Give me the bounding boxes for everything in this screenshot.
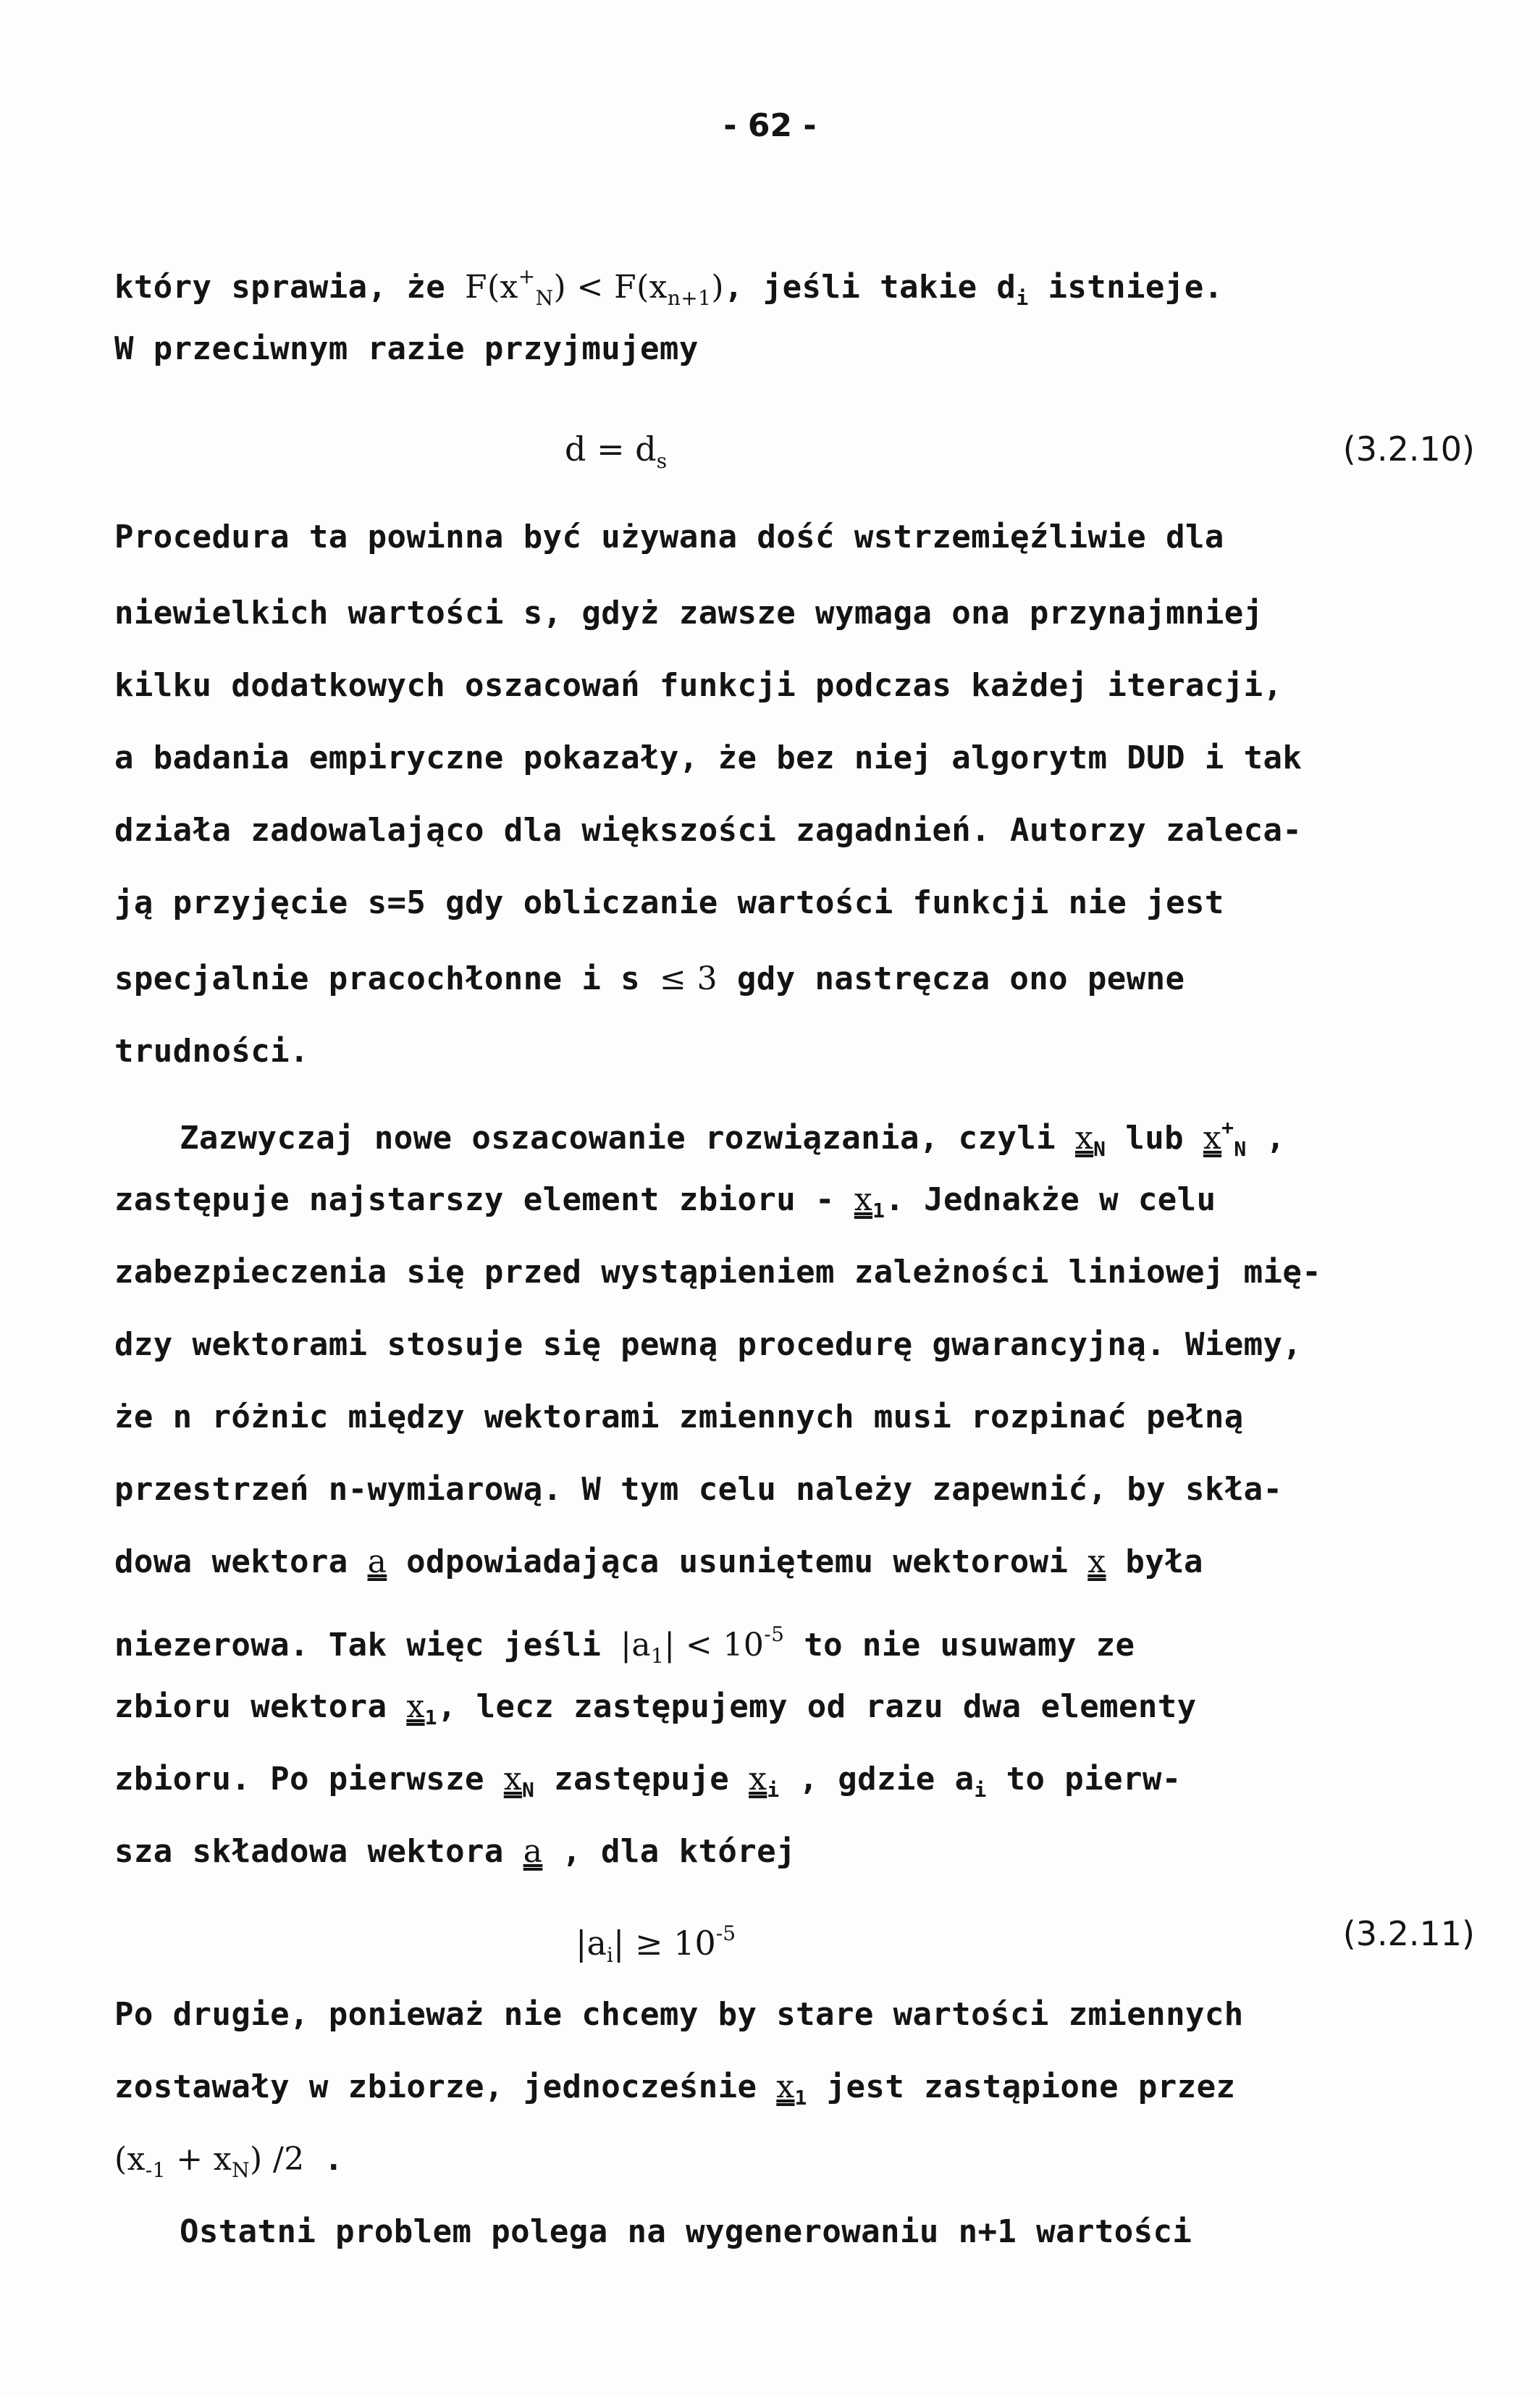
subscript: N — [1234, 1137, 1247, 1161]
text-line: że n różnic między wektorami zmiennych musi rozpinać pełną — [114, 1398, 1244, 1435]
text-fragment: lub — [1106, 1120, 1203, 1157]
equation-body: | ≥ 10 — [613, 1924, 716, 1963]
vector-symbol: x — [854, 1181, 873, 1218]
equation-number: (3.2.11) — [1342, 1914, 1475, 1953]
text-line: Procedura ta powinna być używana dość wstrzemięźliwie dla — [114, 519, 1224, 555]
math-fragment: ) < F(x — [553, 269, 668, 306]
text-line: Ostatni problem polega na wygenerowaniu n+1 wartości — [180, 2213, 1192, 2250]
math-fragment: F(x — [465, 269, 518, 306]
text-fragment: to nie usuwamy ze — [784, 1627, 1135, 1664]
text-fragment: zostawały w zbiorze, jednocześnie — [114, 2068, 777, 2105]
math-expression — [114, 2141, 305, 2182]
vector-symbol: x — [406, 1688, 425, 1725]
subscript: 1 — [651, 1644, 665, 1668]
text-line — [114, 255, 1490, 320]
text-fragment: , jeśli takie d — [723, 269, 1017, 306]
text-fragment: jest zastąpione przez — [807, 2068, 1236, 2105]
text-line — [114, 1613, 1490, 1678]
subscript: n+1 — [667, 286, 712, 310]
text-line: zabezpieczenia się przed wystąpieniem zależności liniowej mię- — [114, 1254, 1322, 1291]
text-line — [114, 1758, 1490, 1812]
math-fragment: | < 10 — [664, 1627, 765, 1664]
subscript: i — [1016, 286, 1029, 310]
page-number: - 62 - — [723, 107, 817, 144]
vector-symbol: x — [749, 1761, 767, 1798]
vector-symbol: x — [1203, 1120, 1222, 1157]
text-line — [114, 1540, 1490, 1584]
vector-symbol: x — [503, 1761, 523, 1798]
text-line — [180, 1106, 1540, 1171]
text-fragment: sza składowa wektora — [114, 1833, 523, 1870]
superscript: + — [1221, 1115, 1234, 1139]
text-line: W przeciwnym razie przyjmujemy — [114, 330, 699, 367]
text-line: działa zadowalająco dla większości zagadnień. Autorzy zaleca- — [114, 812, 1303, 849]
vector-symbol: x — [1074, 1120, 1094, 1157]
text-line: a badania empiryczne pokazały, że bez niej algorytm DUD i tak — [114, 739, 1303, 776]
subscript: N — [232, 2158, 251, 2182]
subscript: i — [767, 1778, 780, 1802]
subscript: i — [974, 1778, 987, 1802]
subscript: N — [1093, 1137, 1106, 1161]
text-fragment: niezerowa. Tak więc jeśli — [114, 1627, 621, 1664]
subscript: 1 — [872, 1199, 885, 1222]
vector-symbol: a — [523, 1833, 543, 1870]
math-expression — [620, 1622, 785, 1668]
equation — [576, 1912, 736, 1977]
text-fragment: który sprawia, że — [114, 269, 466, 306]
text-line — [114, 957, 1490, 1001]
subscript: -1 — [145, 2158, 166, 2182]
equation-body: d = d — [565, 429, 657, 469]
text-line: dzy wektorami stosuje się pewną procedurę gwarancyjną. Wiemy, — [114, 1326, 1303, 1363]
math-fragment: |a — [620, 1627, 652, 1664]
text-fragment: dowa wektora — [114, 1543, 368, 1580]
subscript: i — [606, 1943, 613, 1967]
math-fragment: ) — [711, 269, 724, 306]
text-fragment: , — [1246, 1120, 1286, 1157]
superscript: -5 — [764, 1622, 785, 1646]
equation — [565, 427, 667, 483]
vector-symbol: x — [1087, 1543, 1106, 1580]
text-line: Po drugie, ponieważ nie chcemy by stare wartości zmiennych — [114, 1996, 1244, 2033]
text-fragment: odpowiadająca usuniętemu wektorowi — [387, 1543, 1088, 1580]
vector-symbol: a — [367, 1543, 387, 1580]
math-expression — [465, 264, 724, 310]
text-line: ją przyjęcie s=5 gdy obliczanie wartości funkcji nie jest — [114, 884, 1224, 921]
text-line: niewielkich wartości s, gdyż zawsze wymaga ona przynajmniej — [114, 595, 1263, 632]
subscript: 1 — [424, 1706, 437, 1729]
text-fragment: . — [304, 2141, 344, 2178]
text-line — [114, 1685, 1490, 1740]
text-fragment: , lecz zastępujemy od razu dwa elementy — [437, 1688, 1197, 1725]
math-fragment: ) /2 — [250, 2141, 305, 2178]
text-line — [114, 2065, 1490, 2120]
subscript: N — [535, 286, 554, 310]
subscript: 1 — [794, 2086, 807, 2110]
text-fragment: specjalnie pracochłonne i s — [114, 960, 660, 997]
text-line: przestrzeń n-wymiarową. W tym celu należy zapewnić, by skła- — [114, 1471, 1283, 1508]
text-fragment: to pierw- — [986, 1761, 1182, 1798]
text-line — [114, 1830, 1490, 1874]
text-fragment: gdy nastręcza ono pewne — [718, 960, 1185, 997]
text-fragment: Zazwyczaj nowe oszacowanie rozwiązania, czyli — [180, 1120, 1075, 1157]
text-fragment: . Jednakże w celu — [885, 1181, 1216, 1218]
text-fragment: zastępuje — [534, 1761, 749, 1798]
math-fragment: + x — [165, 2141, 232, 2178]
text-fragment: istnieje. — [1028, 269, 1224, 306]
superscript: -5 — [715, 1921, 736, 1945]
equation-body: |a — [576, 1924, 607, 1963]
text-fragment: , gdzie a — [779, 1761, 975, 1798]
text-line — [114, 2138, 1490, 2192]
text-line: trudności. — [114, 1033, 309, 1070]
text-fragment: , dla której — [542, 1833, 796, 1870]
text-fragment: zbioru wektora — [114, 1688, 407, 1725]
subscript: N — [522, 1778, 535, 1802]
math-expression: ≤ 3 — [659, 960, 718, 997]
math-fragment: (x — [114, 2141, 146, 2178]
vector-symbol: x — [776, 2068, 795, 2105]
text-fragment: zastępuje najstarszy element zbioru - — [114, 1181, 854, 1218]
equation-number: (3.2.10) — [1342, 429, 1475, 469]
subscript: s — [656, 449, 668, 473]
text-fragment: była — [1106, 1543, 1203, 1580]
text-fragment: zbioru. Po pierwsze — [114, 1761, 504, 1798]
text-line: kilku dodatkowych oszacowań funkcji podczas każdej iteracji, — [114, 667, 1283, 704]
superscript: + — [518, 264, 536, 288]
text-line — [114, 1178, 1490, 1233]
